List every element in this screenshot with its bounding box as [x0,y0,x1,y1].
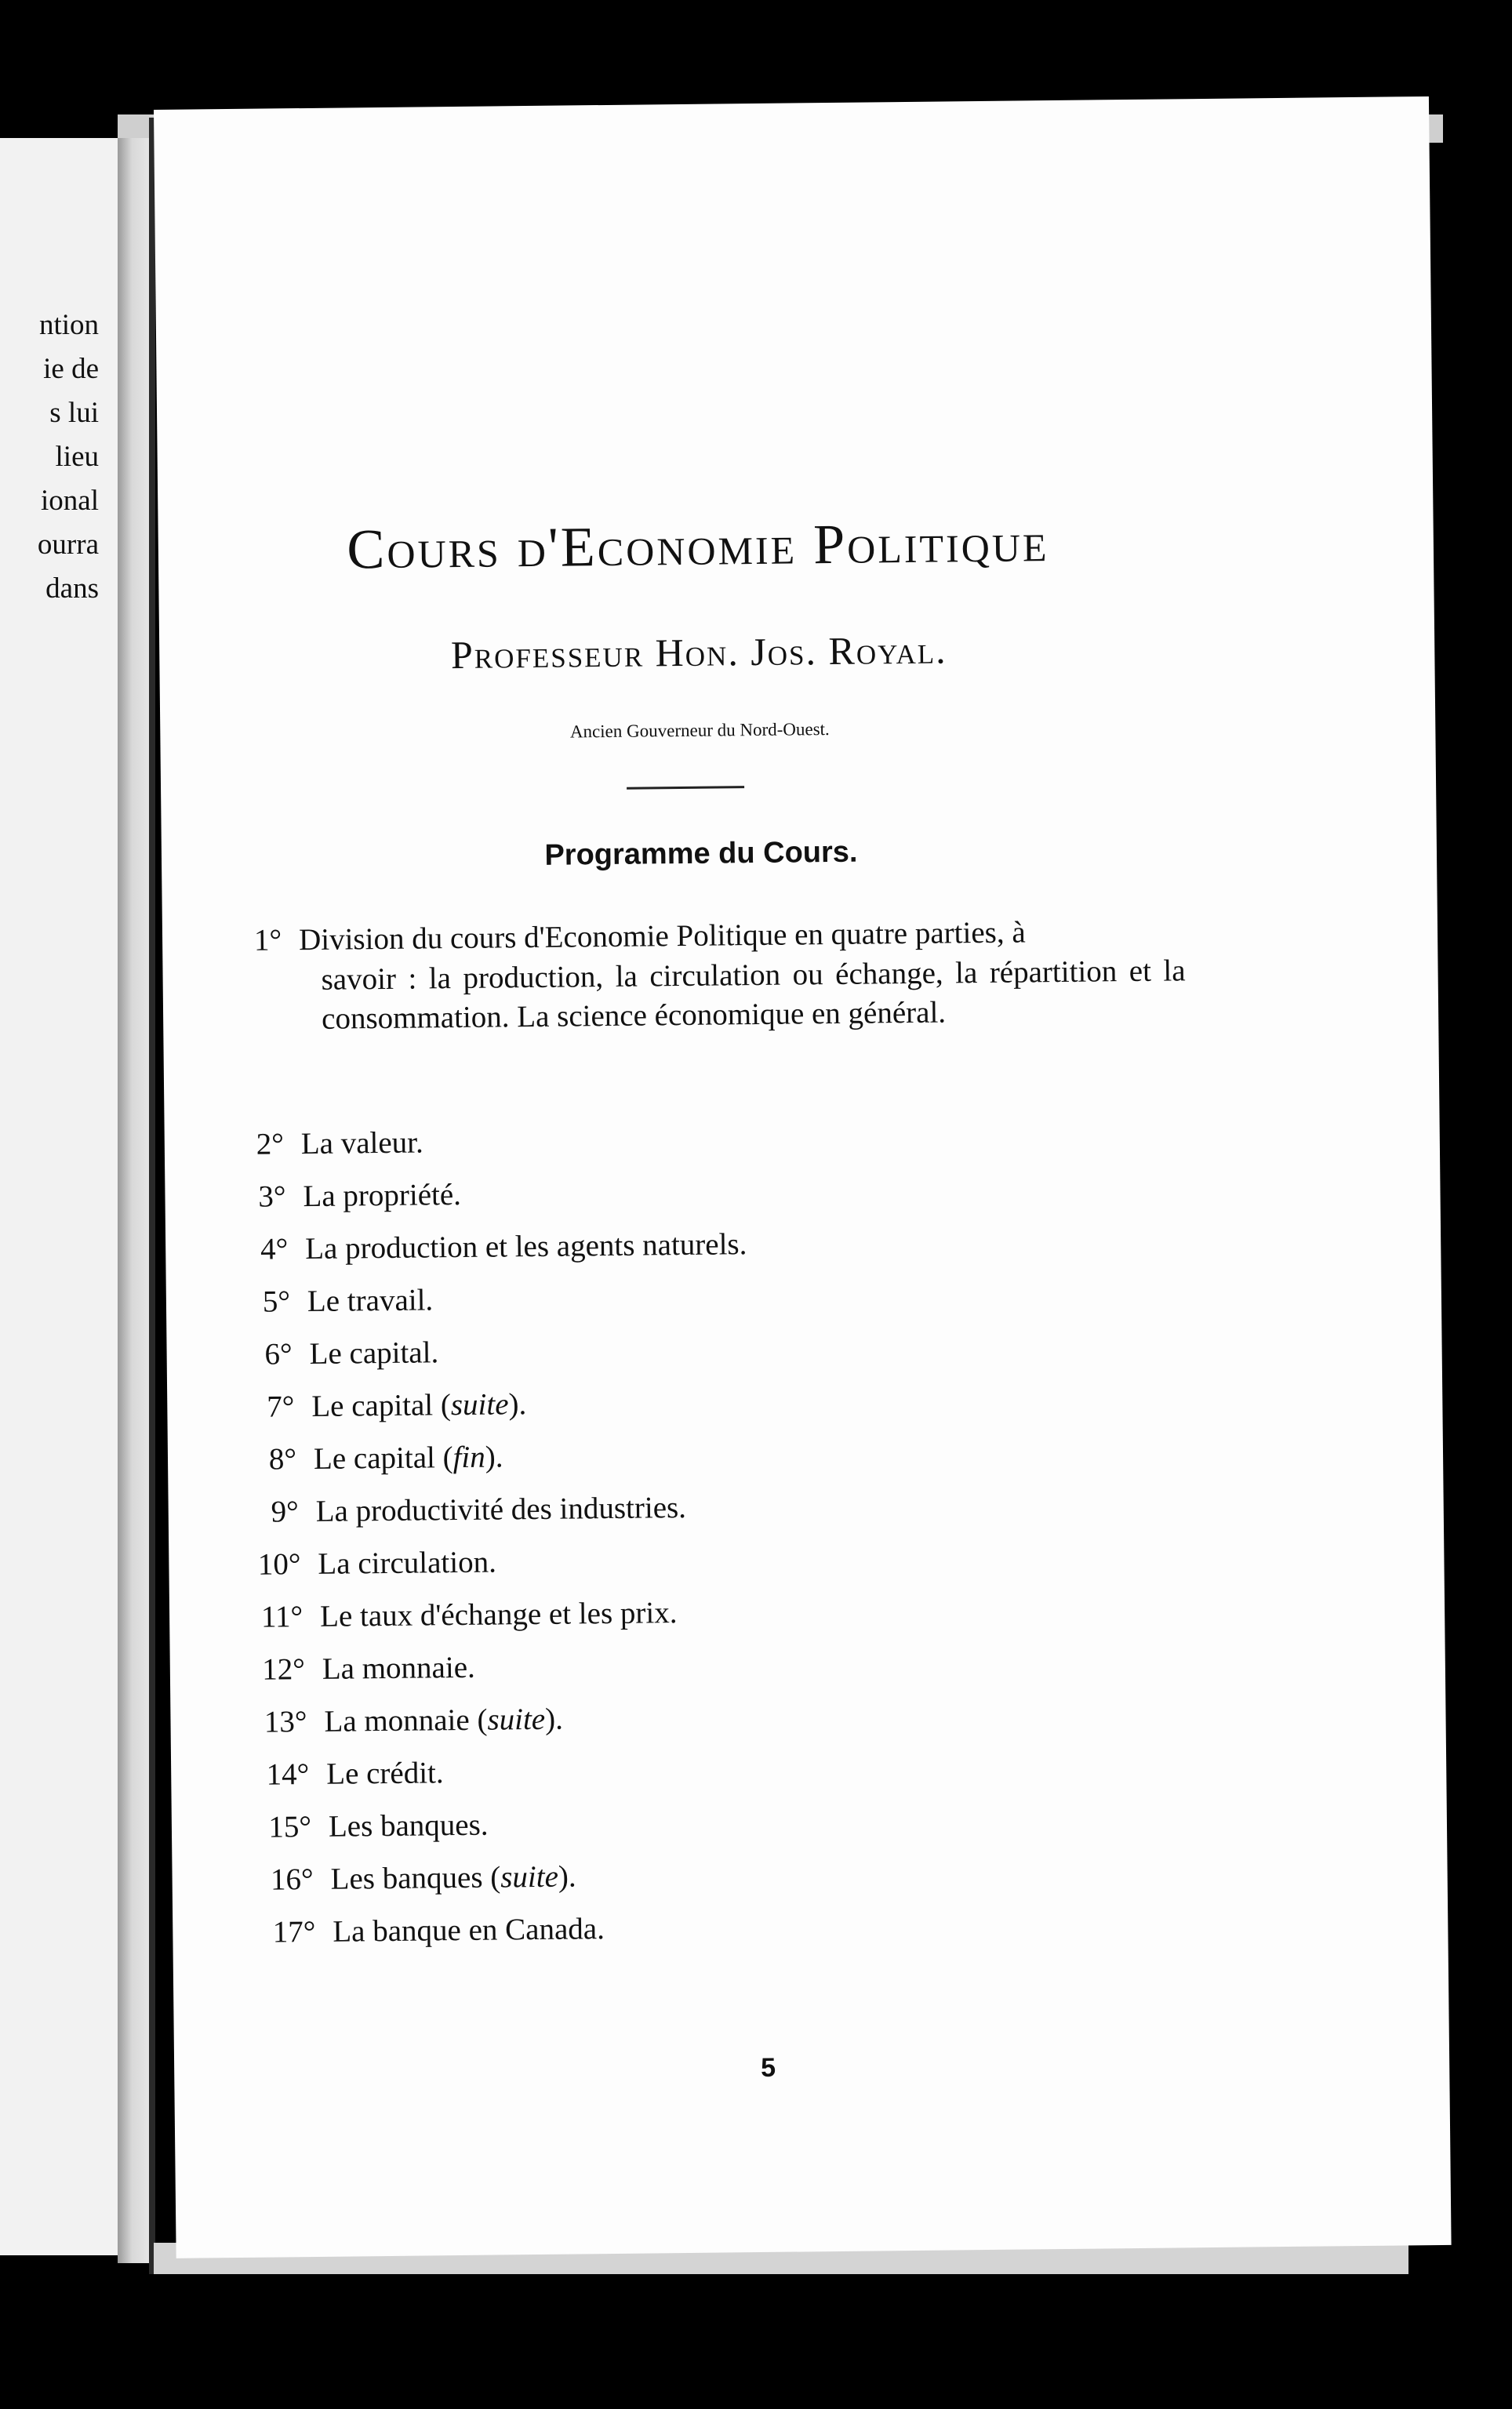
item-number: 11° [260,1600,303,1634]
professor-title: Ancien Gouverneur du Nord-Ouest. [569,719,830,742]
item-text: La propriété. [303,1177,462,1214]
item-number: 2° [256,1127,285,1161]
item-text: Le capital. [309,1335,439,1372]
item-number: 12° [262,1652,306,1687]
item-text: La production et les agents naturels. [304,1227,747,1266]
professor-name: Professeur Hon. Jos. Royal. [450,627,947,678]
item-number: 8° [268,1442,297,1477]
item-number: 6° [264,1337,293,1372]
item-text: La monnaie (suite). [324,1702,564,1739]
item-number: 5° [262,1284,291,1319]
item-text: La productivité des industries. [315,1490,687,1528]
gutter-shadow [149,118,155,2274]
item-number: 9° [271,1495,299,1529]
item-text: La monnaie. [322,1650,475,1686]
item-number: 16° [270,1862,314,1897]
document-page [154,96,1452,2258]
document-title: Cours d'Economie Politique [346,511,1049,581]
item-text: Division du cours d'Economie Politique en quatre parties, à savoir : la production, la circulation ou échange, la répartition et la consommation. La science économique en général. [298,915,1186,1037]
item-number: 14° [266,1757,310,1792]
divider-rule [627,786,744,790]
left-facing-page [0,138,125,2255]
item-number: 10° [257,1547,301,1582]
left-page-line: dans [45,572,99,605]
item-text: Le capital (suite). [311,1387,527,1423]
item-text: Le capital (fin). [313,1440,503,1476]
item-text: La banque en Canada. [333,1912,605,1949]
left-page-line: ie de [43,353,99,385]
item-number: 3° [258,1179,286,1214]
page-number: 5 [760,2052,776,2084]
item-number: 1° [253,923,282,957]
item-text: La valeur. [300,1125,423,1161]
item-number: 7° [266,1390,295,1424]
item-text: La circulation. [318,1545,497,1581]
item-text: Les banques. [328,1808,489,1844]
item-number: 4° [260,1232,289,1266]
item-text: Le taux d'échange et les prix. [319,1596,678,1633]
left-page-line: lieu [55,441,99,473]
course-program-list [162,909,1437,1949]
item-text: Les banques (suite). [330,1859,576,1896]
item-number: 13° [264,1705,307,1739]
item-number: 17° [272,1914,316,1949]
left-page-line: ional [41,485,99,517]
left-page-line: ntion [38,309,99,341]
left-page-line: s lui [49,397,99,429]
item-text: Le travail. [307,1283,434,1319]
left-page-line: ourra [37,529,99,561]
item-number: 15° [268,1810,312,1844]
item-text: Le crédit. [326,1756,444,1791]
program-heading: Programme du Cours. [544,835,858,872]
